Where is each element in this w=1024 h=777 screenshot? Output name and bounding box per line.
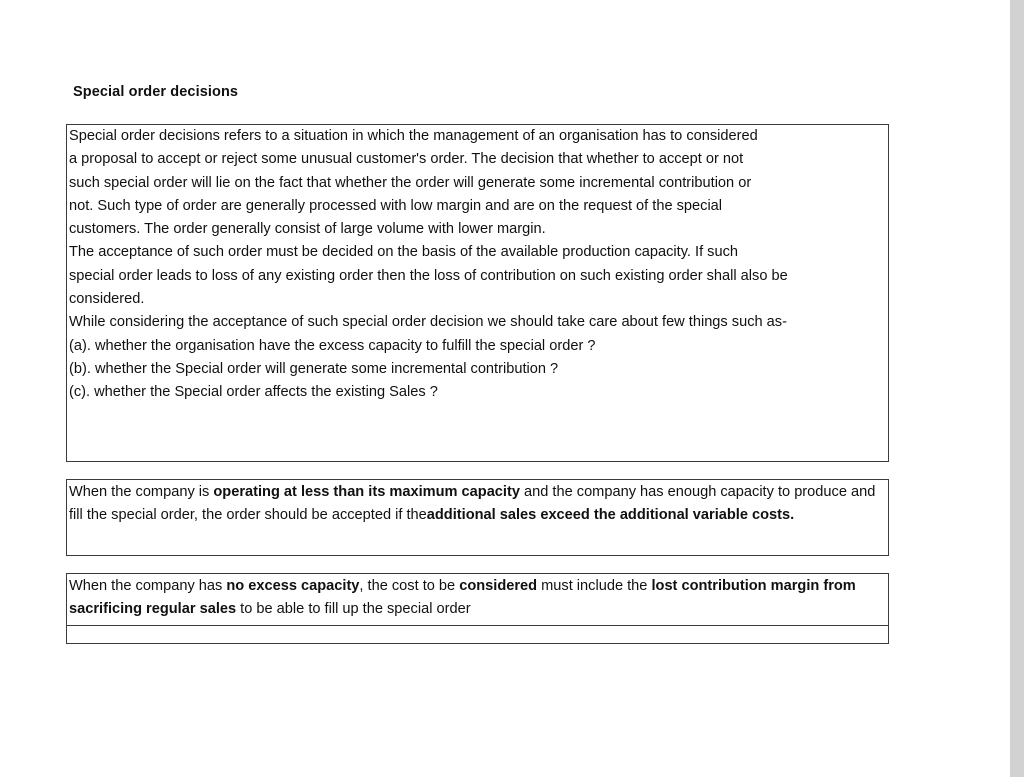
- no-capacity-text-part: to be able to fill up the special order: [236, 601, 471, 618]
- intro-line: considered.: [69, 291, 145, 308]
- no-capacity-text-part: must include the: [537, 578, 652, 594]
- intro-line: (b). whether the Special order will generate some incremental contribution ?: [69, 360, 559, 377]
- capacity-text-part: When the company is: [69, 484, 214, 500]
- intro-line: such special order will lie on the fact that whether the order will generate some incremental contribution or: [69, 174, 752, 191]
- intro-line: The acceptance of such order must be decided on the basis of the available production capacity. If such: [69, 244, 739, 261]
- intro-line: not. Such type of order are generally processed with low margin and are on the request of the special: [69, 197, 723, 214]
- intro-line: While considering the acceptance of such special order decision we should take care about few things such as-: [69, 314, 787, 331]
- page-title: Special order decisions: [73, 84, 239, 100]
- intro-line: customers. The order generally consist of large volume with lower margin.: [69, 221, 546, 238]
- capacity-text-bold: operating at less than its maximum capacity: [213, 484, 520, 500]
- window-edge-strip: [1010, 0, 1024, 777]
- grid-line: [66, 643, 889, 644]
- capacity-text-bold: additional sales exceed the additional variable costs.: [426, 507, 795, 524]
- intro-line: (c). whether the Special order affects the existing Sales ?: [69, 384, 438, 401]
- no-capacity-text-part: When the company has: [69, 578, 227, 594]
- intro-lines: [69, 125, 898, 405]
- intro-line: (a). whether the organisation have the excess capacity to fulfill the special order ?: [69, 337, 596, 354]
- no-capacity-text-part: , the cost to be: [359, 578, 460, 594]
- intro-line: special order leads to loss of any existing order then the loss of contribution on such existing order shall also be: [69, 267, 788, 284]
- no-capacity-text-bold: lost contribution margin from sacrificing regular sales: [69, 578, 856, 618]
- capacity-available-text: [69, 481, 882, 528]
- capacity-text-part: and the company has enough capacity to produce and fill the special order, the order should be accepted if the: [69, 484, 876, 524]
- no-capacity-box: [66, 573, 889, 626]
- intro-line: Special order decisions refers to a situation in which the management of an organisation has to considered: [69, 128, 758, 144]
- no-capacity-text-bold: no excess capacity: [226, 578, 360, 594]
- grid-line: [66, 626, 67, 644]
- grid-line: [888, 626, 889, 644]
- intro-line: a proposal to accept or reject some unusual customer's order. The decision that whether to accept or not: [69, 151, 744, 168]
- capacity-available-box: [66, 479, 889, 556]
- intro-text-box: [66, 124, 889, 462]
- no-capacity-text-bold: considered: [459, 578, 538, 594]
- no-capacity-text: [69, 575, 882, 622]
